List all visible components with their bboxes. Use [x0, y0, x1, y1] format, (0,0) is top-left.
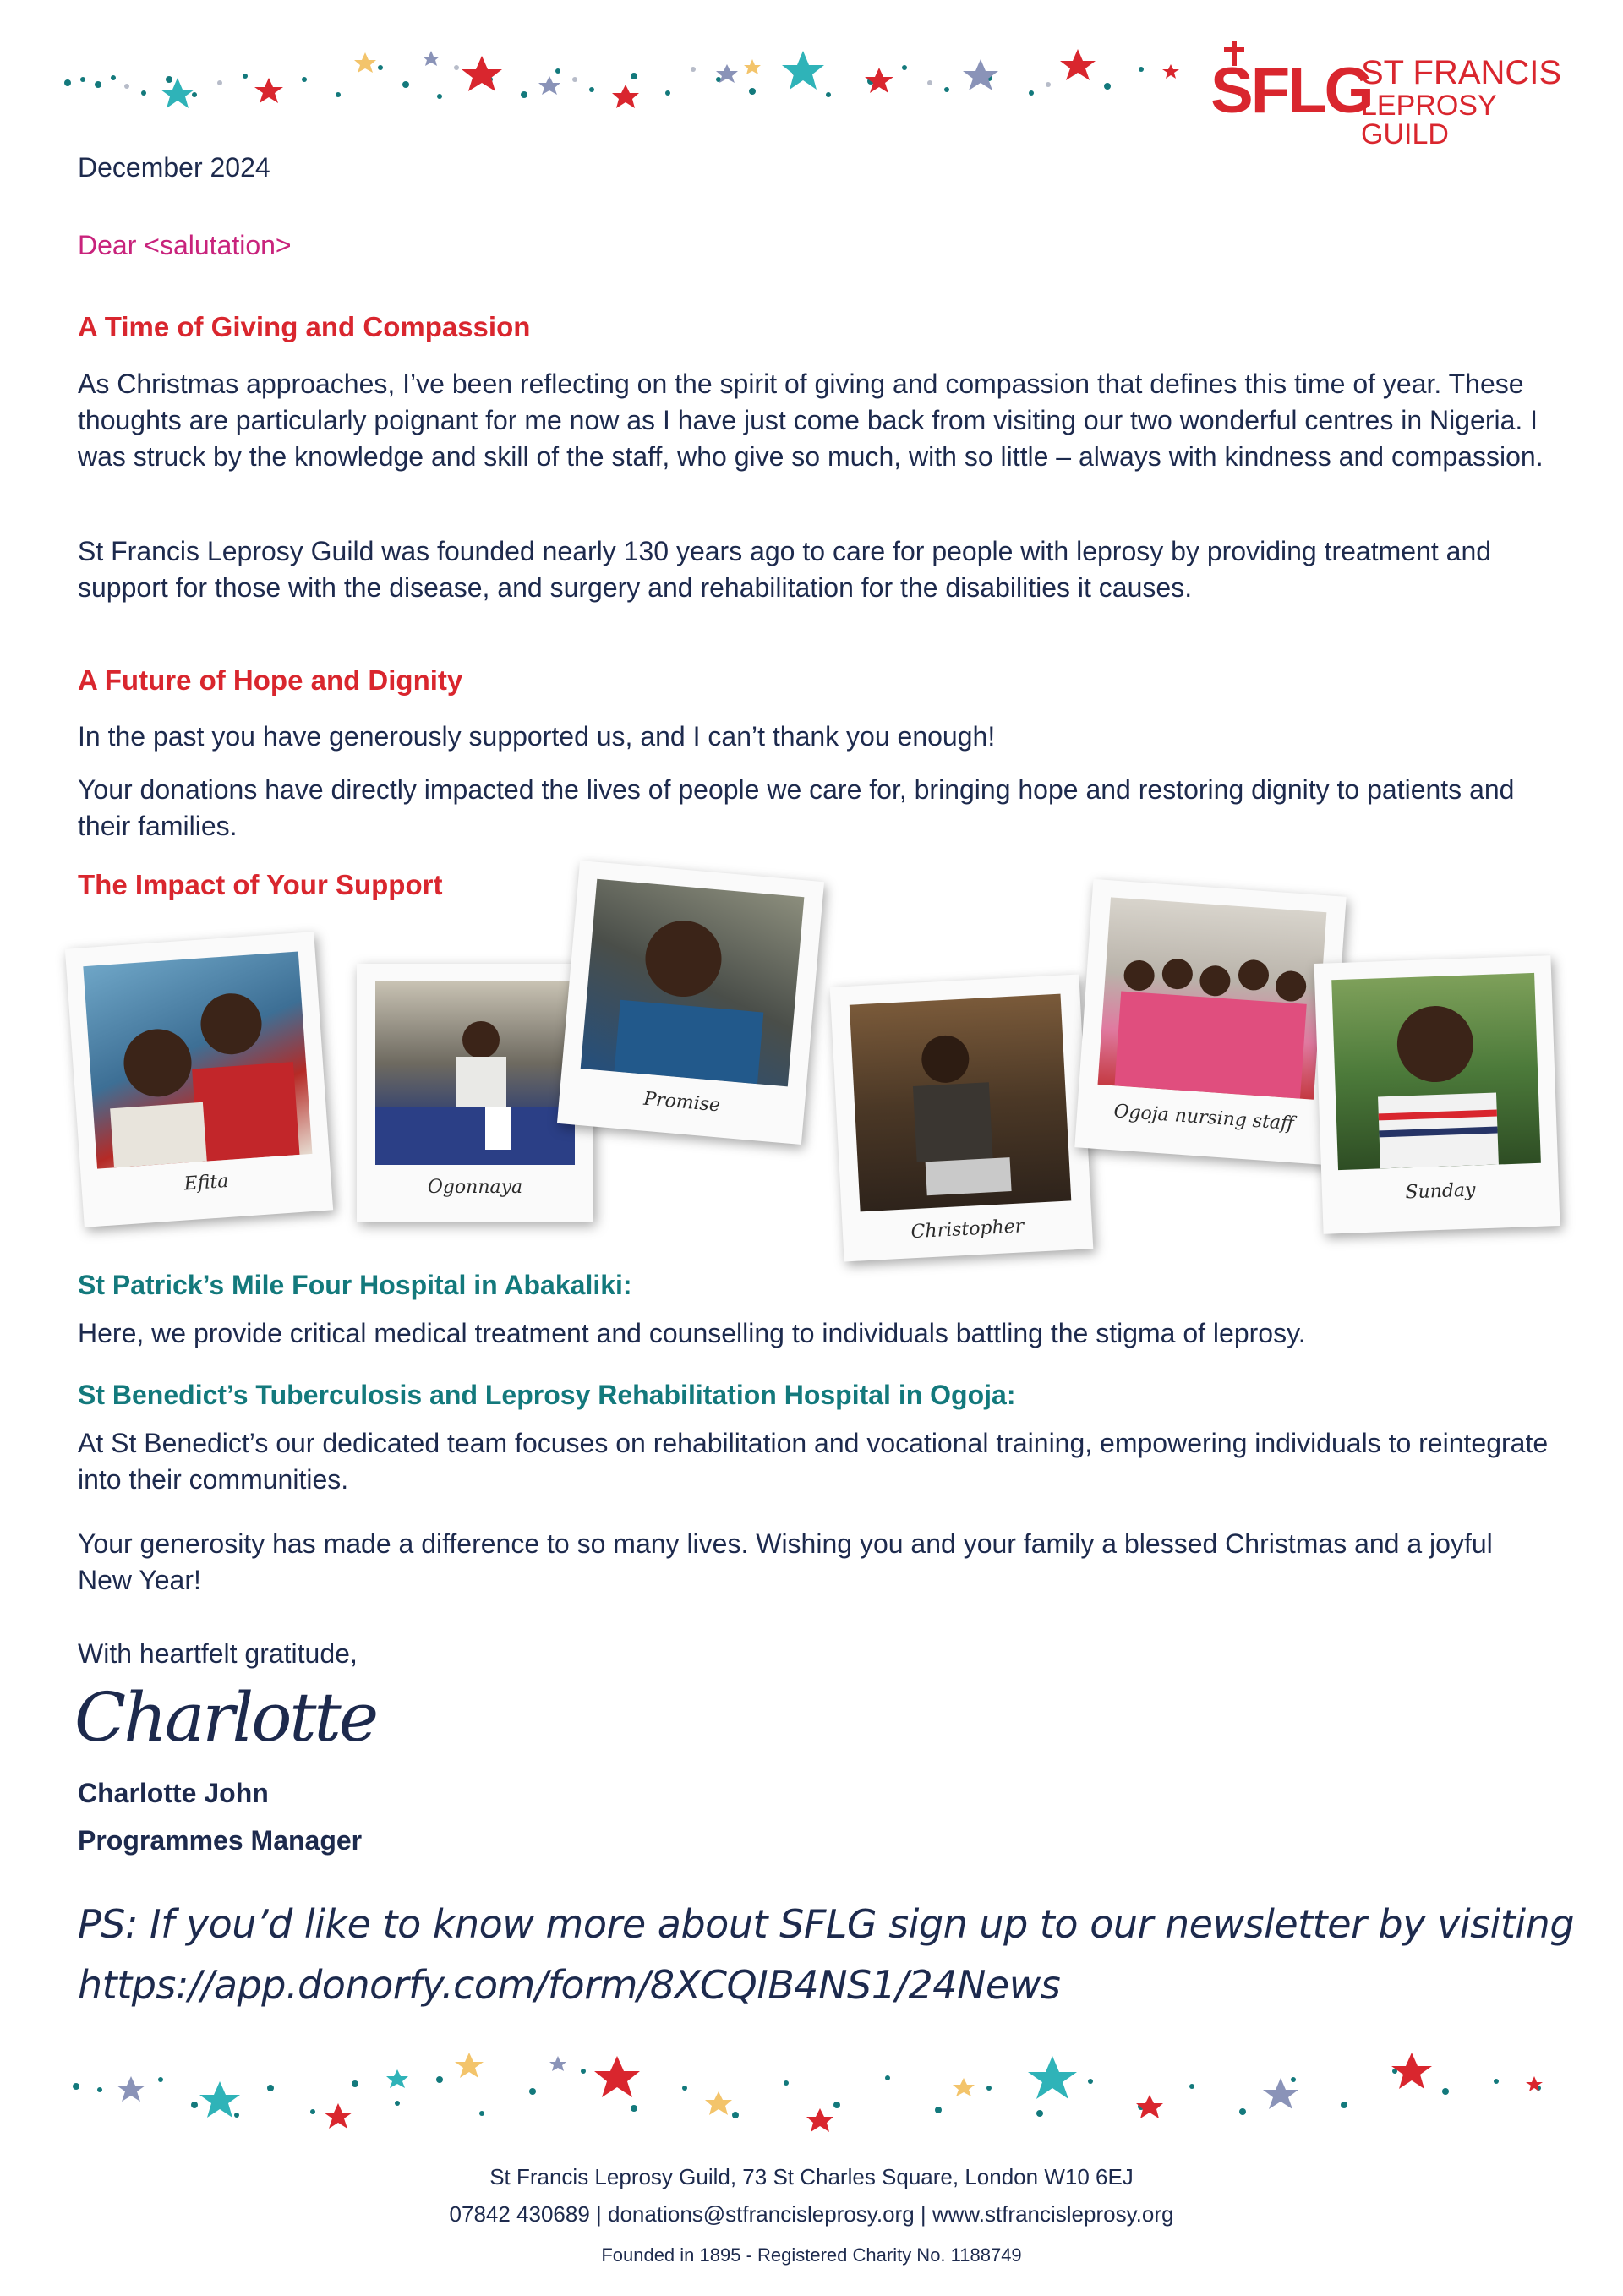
top-star-garland — [51, 42, 1192, 118]
paragraph-founded: St Francis Leprosy Guild was founded nearly 130 years ago to care for people with leprosy by providing treatment and support for those with the disease, and surgery and rehabilitation for the disabilities it causes. — [78, 536, 1492, 603]
logo-line2: LEPROSY GUILD — [1361, 90, 1497, 150]
caption-ogonnaya: Ogonnaya — [427, 1177, 523, 1198]
caption-ogoja-nursing-staff: Ogoja nursing staff — [1112, 1101, 1295, 1135]
heading-hope-dignity: A Future of Hope and Dignity — [78, 664, 463, 696]
footer-charity: Founded in 1895 - Registered Charity No. 1188749 — [601, 2244, 1022, 2266]
sflg-logo — [1210, 41, 1582, 150]
footer — [0, 2158, 1623, 2278]
signer-title: Programmes Manager — [78, 1825, 363, 1856]
caption-christopher: Christopher — [910, 1216, 1025, 1244]
caption-promise: Promise — [642, 1088, 721, 1117]
paragraph-christmas: As Christmas approaches, I’ve been reflecting on the spirit of giving and compassion that defines this time of year. These thoughts are particularly poignant for me now as I have just come back from visiting our two wonderful centres in Nigeria. I was struck by the knowledge and skill of the staff, who give so much, with so little – always with kindness and compassion. — [78, 369, 1544, 472]
heading-impact: The Impact of Your Support — [78, 869, 443, 900]
salutation: Dear <salutation> — [78, 230, 292, 260]
signature: Charlotte — [74, 1678, 377, 1757]
logo-mark: SFLG — [1210, 55, 1372, 127]
caption-sunday: Sunday — [1405, 1179, 1476, 1204]
letter-date: December 2024 — [78, 152, 270, 183]
photo-sunday-image — [1331, 973, 1541, 1170]
heading-st-benedicts: St Benedict’s Tuberculosis and Leprosy Rehabilitation Hospital in Ogoja: — [78, 1380, 1016, 1410]
bottom-star-garland — [59, 2037, 1564, 2139]
logo-line1: ST FRANCIS — [1361, 54, 1562, 91]
paragraph-st-benedicts: At St Benedict’s our dedicated team focuses on rehabilitation and vocational training, empowering individuals to reintegrate into their communities. — [78, 1428, 1549, 1495]
photo-christopher-image — [850, 994, 1071, 1212]
photo-ogonnaya — [357, 964, 593, 1222]
footer-address: St Francis Leprosy Guild, 73 St Charles Square, London W10 6EJ — [489, 2164, 1134, 2189]
paragraph-st-patricks: Here, we provide critical medical treatment and counselling to individuals battling the stigma of leprosy. — [78, 1318, 1306, 1348]
photo-ogoja-nursing-staff — [1074, 879, 1346, 1165]
footer-contact[interactable]: 07842 430689 | donations@stfrancisleprosy.org | www.stfrancisleprosy.org — [449, 2201, 1174, 2227]
photo-ogoja-nursing-staff-image — [1098, 897, 1327, 1099]
photo-promise — [557, 861, 824, 1145]
photo-sunday — [1314, 955, 1560, 1234]
photo-ogonnaya-image — [375, 981, 575, 1165]
signoff: With heartfelt gratitude, — [78, 1638, 358, 1669]
signer-name: Charlotte John — [78, 1778, 269, 1808]
paragraph-supported: In the past you have generously supported us, and I can’t thank you enough! — [78, 721, 996, 752]
heading-giving-compassion: A Time of Giving and Compassion — [78, 311, 531, 342]
photo-promise-image — [581, 879, 805, 1087]
heading-st-patricks: St Patrick’s Mile Four Hospital in Abakaliki: — [78, 1270, 632, 1300]
photo-efita-image — [83, 951, 312, 1168]
photo-christopher — [830, 975, 1094, 1262]
photo-efita — [65, 932, 333, 1227]
paragraph-closing: Your generosity has made a difference to so many lives. Wishing you and your family a blessed Christmas and a joyful New Year! — [78, 1528, 1493, 1595]
paragraph-donations: Your donations have directly impacted the lives of people we care for, bringing hope and restoring dignity to patients and their families. — [78, 774, 1515, 841]
ps-link[interactable]: https://app.donorfy.com/form/8XCQIB4NS1/24News — [78, 1962, 1061, 2008]
ps-line1: PS: If you’d like to know more about SFLG sign up to our newsletter by visiting — [78, 1901, 1575, 1947]
caption-efita: Efita — [183, 1170, 230, 1195]
